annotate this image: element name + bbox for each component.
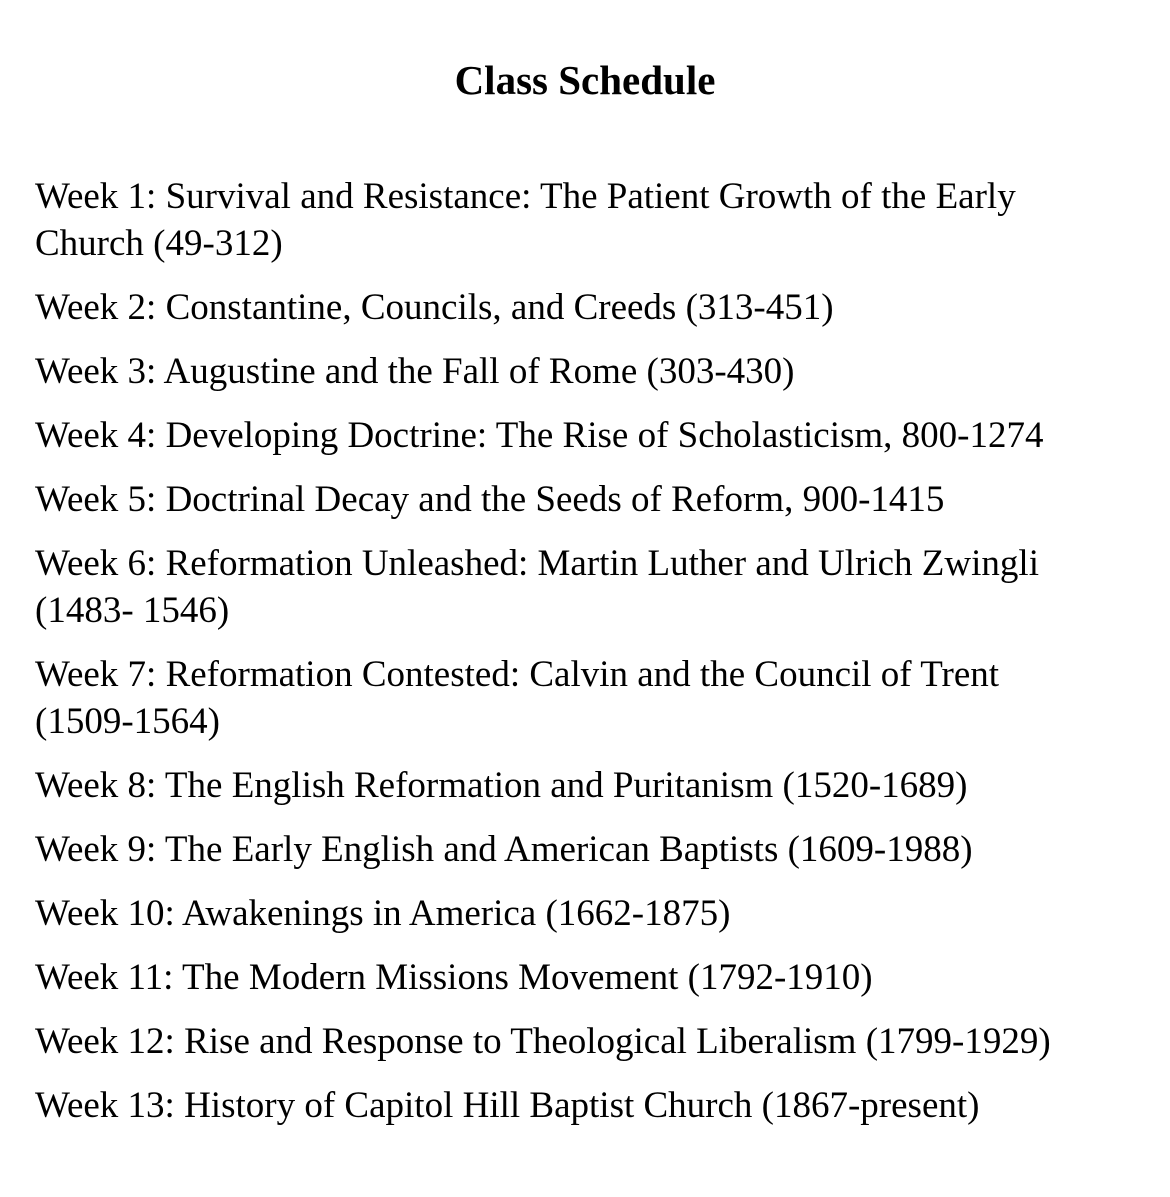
schedule-item-week-2: Week 2: Constantine, Councils, and Creeds (313-451) [35, 287, 834, 328]
schedule-item-week-3: Week 3: Augustine and the Fall of Rome (303-430) [35, 351, 795, 392]
schedule-item-week-8: Week 8: The English Reformation and Puritanism (1520-1689) [35, 765, 968, 806]
page-title: Class Schedule [454, 57, 716, 103]
schedule-item-week-7 [35, 651, 1155, 745]
schedule-item-week-10: Week 10: Awakenings in America (1662-1875) [35, 893, 731, 934]
schedule-list [35, 173, 1155, 1146]
schedule-item-line-continued: (1509-1564) [35, 701, 220, 742]
schedule-item-line: Week 7: Reformation Contested: Calvin and the Council of Trent [35, 654, 1000, 695]
schedule-item-line: Week 1: Survival and Resistance: The Patient Growth of the Early [35, 176, 1016, 217]
schedule-item-line-continued: Church (49-312) [35, 223, 283, 264]
schedule-item-week-6 [35, 540, 1155, 634]
schedule-item-week-4: Week 4: Developing Doctrine: The Rise of Scholasticism, 800-1274 [35, 415, 1044, 456]
schedule-item-week-9: Week 9: The Early English and American Baptists (1609-1988) [35, 829, 973, 870]
schedule-item-week-5: Week 5: Doctrinal Decay and the Seeds of Reform, 900-1415 [35, 479, 945, 520]
schedule-item-week-12: Week 12: Rise and Response to Theological Liberalism (1799-1929) [35, 1021, 1051, 1062]
schedule-item-line-continued: (1483- 1546) [35, 590, 230, 631]
schedule-item-line: Week 6: Reformation Unleashed: Martin Luther and Ulrich Zwingli [35, 543, 1039, 584]
schedule-item-week-1 [35, 173, 1155, 267]
schedule-item-week-11: Week 11: The Modern Missions Movement (1792-1910) [35, 957, 873, 998]
schedule-item-week-13: Week 13: History of Capitol Hill Baptist Church (1867-present) [35, 1085, 980, 1126]
